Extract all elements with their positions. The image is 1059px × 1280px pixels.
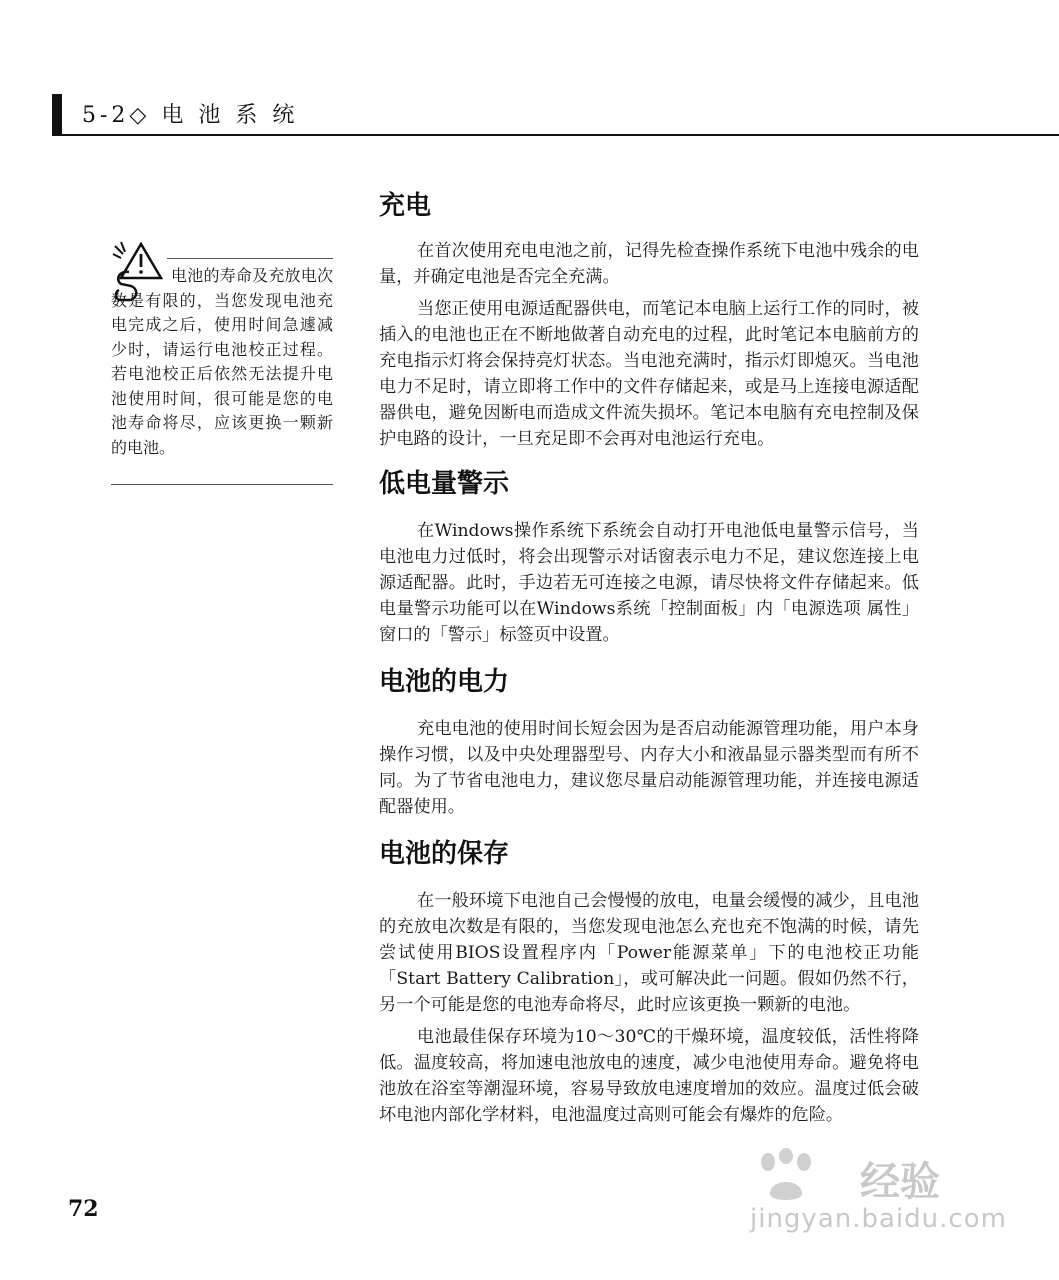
section-charging	[379, 186, 919, 452]
section-heading: 充电	[379, 191, 432, 221]
paragraph: 在Windows操作系统下系统会自动打开电池低电量警示信号，当电池电力过低时，将会出现警示对话窗表示电力不足，建议您连接上电源适配器。此时，手边若无可连接之电源，请尽快将文件存储起来。低电量警示功能可以在Windows系统「控制面板」内「电源选项 属性」窗口的「警示」标签页中设置。	[379, 521, 919, 645]
header-title: 5-2◇ 电 池 系 统	[82, 103, 299, 128]
section-low-battery-warning	[379, 464, 919, 648]
paragraph: 在首次使用充电电池之前，记得先检查操作系统下电池中残余的电量，并确定电池是否完全充满。	[379, 241, 919, 287]
section-heading: 低电量警示	[379, 469, 510, 499]
watermark	[750, 1148, 1050, 1238]
paragraph: 当您正使用电源适配器供电，而笔记本电脑上运行工作的同时，被插入的电池也正在不断地做著自动充电的过程，此时笔记本电脑前方的充电指示灯将会保持亮灯状态。当电池充满时，指示灯即熄灭。当电池电力不足时，请立即将工作中的文件存储起来，或是马上连接电源适配器供电，避免因断电而造成文件流失损坏。笔记本电脑有充电控制及保护电路的设计，一旦充足即不会再对电池运行充电。	[379, 299, 919, 449]
header-rule	[52, 134, 1059, 136]
paragraph: 充电电池的使用时间长短会因为是否启动能源管理功能，用户本身操作习惯，以及中央处理器型号、内存大小和液晶显示器类型而有所不同。为了节省电池电力，建议您尽量启动能源管理功能，并连接电源适配器使用。	[379, 719, 919, 817]
section-heading: 电池的保存	[379, 839, 510, 869]
note-bottom-rule	[111, 484, 333, 485]
paragraph: 在一般环境下电池自己会慢慢的放电，电量会缓慢的减少，且电池的充放电次数是有限的，当您发现电池怎么充也充不饱满的时候，请先尝试使用BIOS设置程序内「Power能源菜单」下的电池校正功能「Start Battery Calibration」，或可解决此一问题。假如仍然不行，另一个可能是您的电池寿命将尽，此时应该更换一颗新的电池。	[379, 891, 919, 1015]
note-text: 电池的寿命及充放电次数是有限的，当您发现电池充电完成之后，使用时间急遽减少时，请运行电池校正过程。若电池校正后依然无法提升电池使用时间，很可能是您的电池寿命将尽，应该更换一颗新的电池。	[111, 266, 333, 457]
page-number: 72	[68, 1196, 99, 1222]
header-bar	[52, 94, 62, 136]
paragraph: 电池最佳保存环境为10～30℃的干燥环境，温度较低，活性将降低。温度较高，将加速电池放电的速度，减少电池使用寿命。避免将电池放在浴室等潮湿环境，容易导致放电速度增加的效应。温度过低会破坏电池内部化学材料，电池温度过高则可能会有爆炸的危险。	[379, 1027, 919, 1125]
main-content	[379, 186, 919, 1128]
section-battery-storage	[379, 834, 919, 1128]
note-top-rule	[167, 258, 333, 259]
section-battery-power	[379, 662, 919, 820]
section-heading: 电池的电力	[379, 667, 510, 697]
watermark-label: 经验	[860, 1159, 940, 1205]
side-note	[111, 258, 333, 460]
baidu-paw-icon	[750, 1148, 828, 1204]
watermark-url: jingyan.baidu.com	[750, 1204, 1007, 1234]
